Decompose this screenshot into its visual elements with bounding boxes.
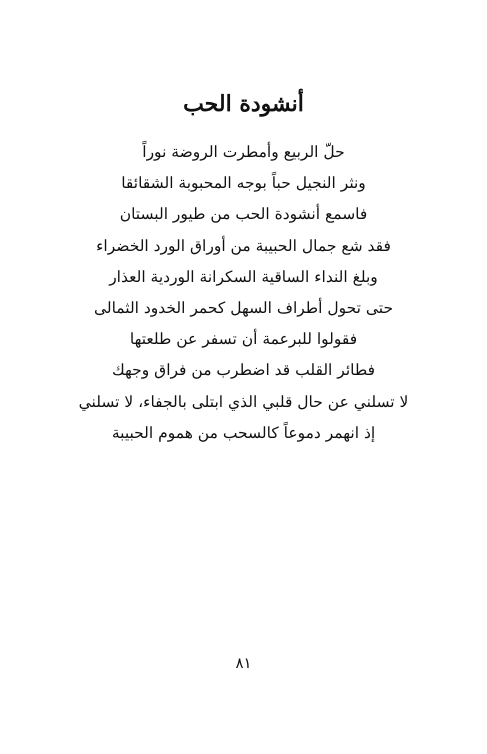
poem-line: فاسمع أنشودة الحب من طيور البستان	[119, 205, 368, 224]
poem-line: لا تسلني عن حال قلبي الذي ابتلى بالجفاء، لا تسلني	[78, 392, 409, 411]
poem-line: إذ انهمر دموعاً كالسحب من هموم الحبيبة	[111, 423, 376, 442]
poem-line: وبلغ النداء الساقية السكرانة الوردية العذار	[109, 267, 378, 286]
poem-title: أنشودة الحب	[183, 91, 304, 117]
poem-line: فقولوا للبرعمة أن تسفر عن طلعتها	[129, 330, 358, 349]
poem-body	[60, 137, 427, 449]
poem-line: ونثر النجيل حباً بوجه المحبوبة الشقائقا	[121, 174, 366, 193]
poem-line: فطائر القلب قد اضطرب من فراق وجهك	[111, 361, 376, 380]
poem-line: حتى تحول أطراف السهل كحمر الخدود الثمالى	[93, 298, 394, 317]
poem-line: فقد شع جمال الحبيبة من أوراق الورد الخضراء	[96, 236, 391, 255]
page-number: ٨١	[235, 654, 252, 672]
poem-line: حلّ الربيع وأمطرت الروضة نوراً	[142, 143, 345, 161]
